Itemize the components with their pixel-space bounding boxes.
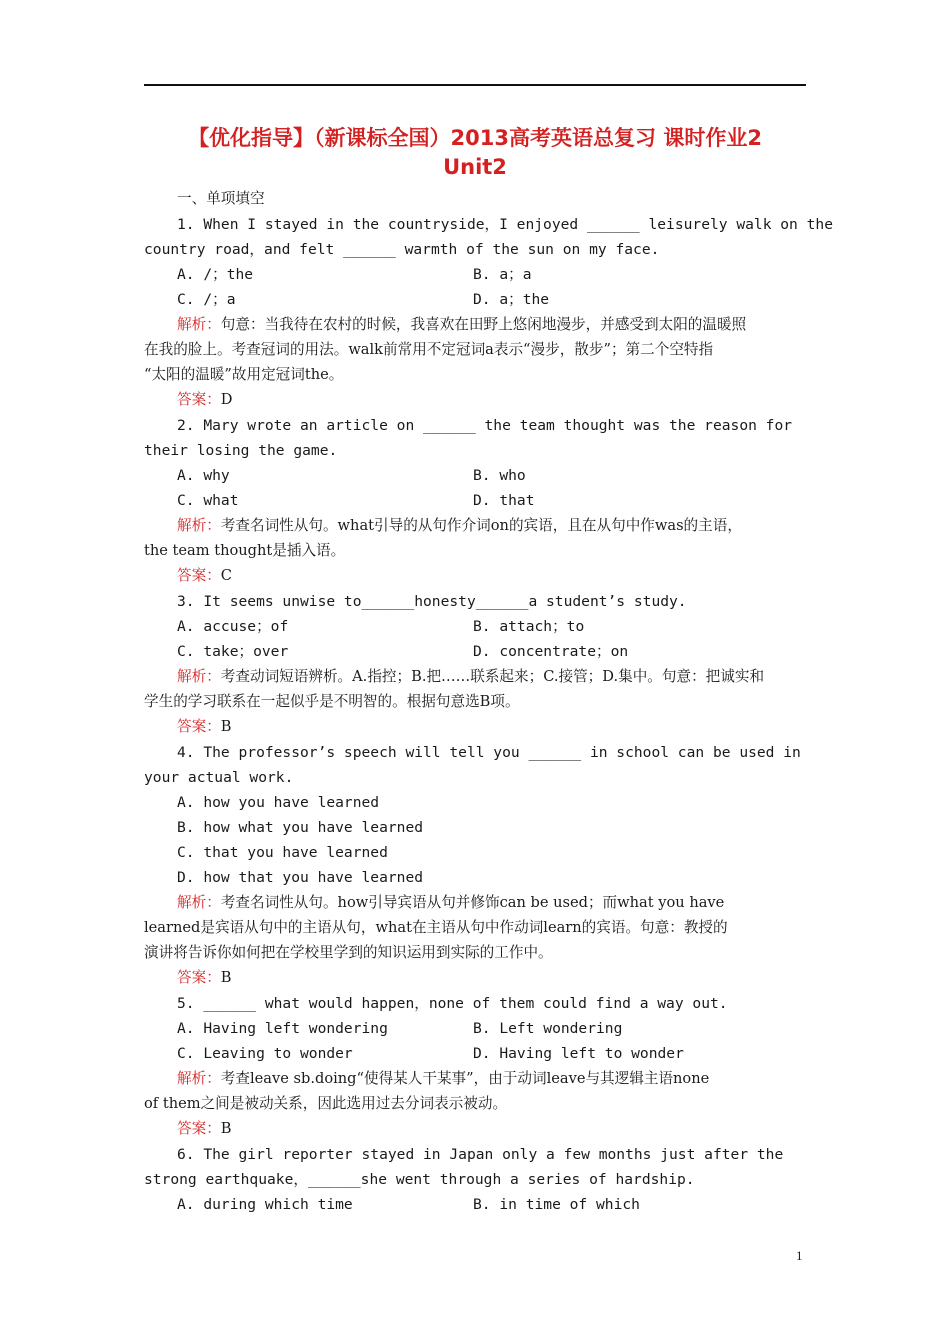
analysis-label: 解析： (177, 517, 221, 534)
question-6-stem: 6. The girl reporter stayed in Japan only a few months just after the (177, 1146, 784, 1163)
analysis-text: 考查leave sb.doing“使得某人干某事”，由于动词leave与其逻辑主语none (220, 1070, 710, 1087)
analysis-label: 解析： (177, 1070, 221, 1087)
analysis-text-cont: of them之间是被动关系，因此选用过去分词表示被动。 (144, 1095, 508, 1112)
question-3-stem: 3. It seems unwise to______honesty______a student’s study. (177, 593, 687, 610)
answer (177, 968, 232, 988)
analysis (177, 516, 742, 536)
document-title-unit: Unit2 (443, 155, 507, 179)
question-2-stem-cont: their losing the game. (144, 442, 338, 459)
answer-value: D (220, 391, 233, 408)
answer-label: 答案： (177, 391, 221, 408)
option-b: B. how what you have learned (177, 819, 424, 836)
option-a: A. /；the (177, 266, 254, 283)
question-5-stem: 5. ______ what would happen，none of them could find a way out. (177, 995, 728, 1012)
option-b: B. who (473, 467, 526, 484)
answer-label: 答案： (177, 969, 221, 986)
analysis-text-cont: 在我的脸上。考查冠词的用法。walk前常用不定冠词a表示“漫步，散步”；第二个空特指 (144, 341, 714, 358)
answer-value: B (220, 969, 232, 986)
analysis-text: 考查名词性从句。how引导宾语从句并修饰can be used；而what you have (220, 894, 725, 911)
analysis-label: 解析： (177, 668, 221, 685)
analysis-text: 考查动词短语辨析。A.指控；B.把……联系起来；C.接管；D.集中。句意：把诚实和 (220, 668, 765, 685)
analysis-text-cont: learned是宾语从句中的主语从句，what在主语从句中作动词learn的宾语。句意：教授的 (144, 919, 728, 936)
option-a: A. accuse；of (177, 618, 289, 635)
option-a: A. Having left wondering (177, 1020, 388, 1037)
option-d: D. how that you have learned (177, 869, 424, 886)
option-b: B. Left wondering (473, 1020, 623, 1037)
analysis-text-cont: the team thought是插入语。 (144, 542, 346, 559)
question-4-stem: 4. The professor’s speech will tell you ______ in school can be used in (177, 744, 801, 761)
answer-label: 答案： (177, 1120, 221, 1137)
option-b: B. attach；to (473, 618, 585, 635)
analysis-label: 解析： (177, 316, 221, 333)
answer-value: C (220, 567, 232, 584)
question-2-stem: 2. Mary wrote an article on ______ the team thought was the reason for (177, 417, 793, 434)
option-a: A. during which time (177, 1196, 353, 1213)
answer-label: 答案： (177, 718, 221, 735)
option-a: A. how you have learned (177, 794, 380, 811)
option-c: C. what (177, 492, 239, 509)
answer-value: B (220, 718, 232, 735)
option-a: A. why (177, 467, 230, 484)
analysis-text-cont: 演讲将告诉你如何把在学校里学到的知识运用到实际的工作中。 (144, 944, 553, 961)
answer (177, 390, 233, 410)
option-c: C. that you have learned (177, 844, 388, 861)
option-d: D. a；the (473, 291, 550, 308)
analysis (177, 315, 746, 335)
analysis-text-cont: 学生的学习联系在一起似乎是不明智的。根据句意选B项。 (144, 693, 520, 710)
analysis (177, 893, 724, 913)
answer (177, 566, 232, 586)
document-title: 【优化指导】（新课标全国）2013高考英语总复习 课时作业2 (188, 126, 762, 150)
section-heading: 一、单项填空 (177, 190, 265, 207)
analysis-text: 考查名词性从句。what引导的从句作介词on的宾语，且在从句中作was的主语， (220, 517, 742, 534)
analysis (177, 667, 764, 687)
option-d: D. that (473, 492, 535, 509)
question-4-stem-cont: your actual work. (144, 769, 294, 786)
question-1-stem-cont: country road，and felt ______ warmth of the sun on my face. (144, 241, 660, 258)
option-c: C. take；over (177, 643, 289, 660)
analysis-text-cont: “太阳的温暖”故用定冠词the。 (144, 366, 344, 383)
answer-label: 答案： (177, 567, 221, 584)
answer (177, 717, 232, 737)
option-b: B. in time of which (473, 1196, 640, 1213)
answer-value: B (220, 1120, 232, 1137)
question-6-stem-cont: strong earthquake，______she went through a series of hardship. (144, 1171, 695, 1188)
option-d: D. Having left to wonder (473, 1045, 684, 1062)
question-1-stem: 1. When I stayed in the countryside，I enjoyed ______ leisurely walk on the (177, 216, 833, 233)
header-rule (144, 84, 806, 86)
answer (177, 1119, 232, 1139)
option-c: C. /；a (177, 291, 236, 308)
option-c: C. Leaving to wonder (177, 1045, 353, 1062)
analysis-text: 句意：当我待在农村的时候，我喜欢在田野上悠闲地漫步，并感受到太阳的温暖照 (220, 316, 747, 333)
page-number: 1 (796, 1248, 803, 1263)
option-d: D. concentrate；on (473, 643, 629, 660)
option-b: B. a；a (473, 266, 532, 283)
analysis-label: 解析： (177, 894, 221, 911)
analysis (177, 1069, 709, 1089)
